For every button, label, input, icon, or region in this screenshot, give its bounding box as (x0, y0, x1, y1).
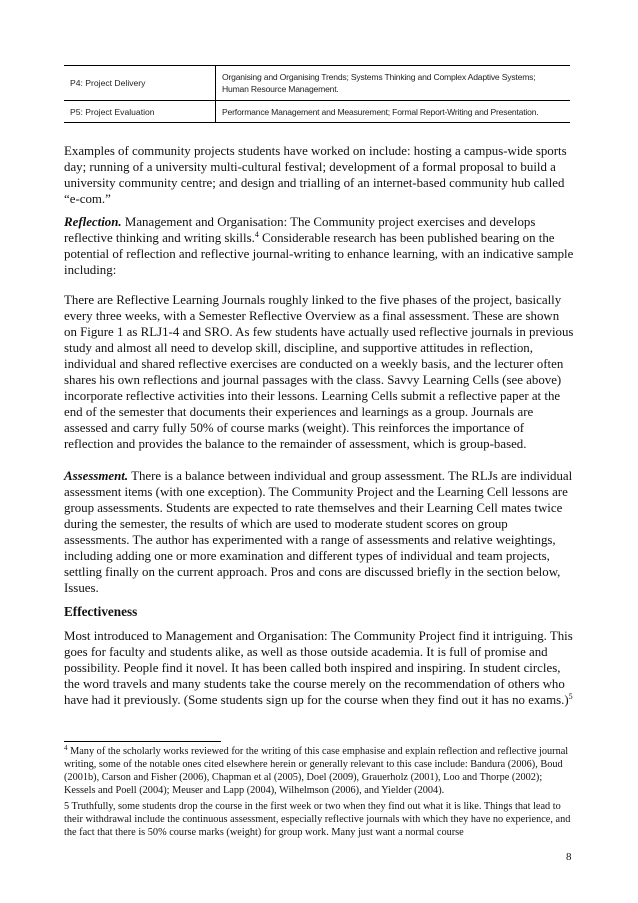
topics-cell: Performance Management and Measurement; Formal Report-Writing and Presentation. (216, 101, 571, 123)
page-number: 8 (566, 851, 572, 863)
phase-cell: P5: Project Evaluation (64, 101, 216, 123)
footnote-mark: 4 (64, 744, 68, 752)
footnotes (64, 745, 575, 842)
footnote-5 (64, 800, 575, 839)
footnote-mark: 5 (64, 801, 70, 812)
footnote-divider (64, 741, 221, 742)
paragraph-text (64, 468, 575, 596)
topics-cell: Organising and Organising Trends; Systems Thinking and Complex Adaptive Systems; Human Resource Management. (216, 66, 571, 101)
table-row (64, 66, 570, 101)
project-phases-table (64, 65, 570, 123)
footnote-ref-5[interactable]: 5 (568, 692, 573, 701)
footnote-4 (64, 745, 575, 797)
footnote-text: Many of the scholarly works reviewed for the writing of this case emphasise and explain reflection and reflective journal writing, some of the notable ones cited elsewhere herein or generally relevant to this case include: Bandura (2006), Boud (2001b), Carson and Fisher (2006), Chapman et al (2005), Doel (2009), Grauerholz (2001), Loo and Thorpe (2002); Kessels and Poell (2004); Meuser and Lapp (2004), Wilhelmson (2006), and Yielder (2004). (64, 746, 569, 796)
paragraph-text (64, 628, 575, 708)
assessment-text: There is a balance between individual and group assessment. The RLJs are individual assessment items (with one exception). The Community Project and the Learning Cell lessons are group assessments. Students are expected to rate themselves and their Learning Cell mates twice during the semester, the results of which are used to moderate student scores on group assessments. The author has experimented with a range of assessments and relative weightings, including adding one or more examination and different types of individual and team projects, settling finally on the current approach. Pros and cons are discussed briefly in the section below, Issues. (64, 469, 573, 595)
footnote-ref-4[interactable]: 4 (254, 230, 259, 239)
effectiveness-text: Most introduced to Management and Organisation: The Community Project find it intriguing. This goes for faculty and students alike, as well as those outside academia. It is full of promise and possibility. People find it novel. It has been called both inspired and inspiring. In student circles, the word travels and many students take the course merely on the recommendation of others who have had it previously. (Some students sign up for the course when they find out it has no exams.) (64, 629, 573, 707)
reflection-text-b: Considerable research has been published bearing on the potential of reflection and reflective journal-writing to enhance learning, with an indicative sample including: (64, 231, 574, 277)
paragraph-text: There are Reflective Learning Journals roughly linked to the five phases of the project, basically every three weeks, with a Semester Reflective Overview as a final assessment. These are shown on Figure 1 as RLJ1-4 and SRO. As few students have actually used reflective journals in previous study and almost all need to develop skill, discipline, and supportive attitudes in reflection, individual and shared reflective exercises are conducted on a weekly basis, and the lecturer often shares his own reflections and journal passages with the class. Savvy Learning Cells (see above) incorporate reflective activities into their lessons. Learning Cells submit a reflective paper at the end of the semester that documents their experiences and learnings as a group. Journals are assessed and carry fully 50% of course marks (weight). This reinforces the importance of reflection and provides the balance to the remainder of assessment, which is group-based. (64, 293, 574, 451)
paragraph-assessment (64, 468, 575, 596)
reflection-lead: Reflection. (64, 215, 122, 229)
table-row (64, 101, 570, 123)
footnote-text: Truthfully, some students drop the course in the first week or two when they find out what it is like. Things that lead to their withdrawal include the continuous assessment, especially reflective journals with which they have no experience, and the fact that there is 50% course marks (weight) for group work. Many just want a normal course (64, 801, 571, 838)
reflection-text-a: Management and Organisation: The Community project exercises and develops reflective thinking and writing skills. (64, 215, 536, 245)
paragraph-reflective-journals (64, 292, 575, 452)
paragraph-effectiveness (64, 628, 575, 708)
section-heading-effectiveness: Effectiveness (64, 604, 138, 619)
paragraph-text (64, 214, 575, 278)
paragraph-community-examples (64, 143, 575, 207)
phase-cell: P4: Project Delivery (64, 66, 216, 101)
paragraph-reflection (64, 214, 575, 278)
paragraph-text: Examples of community projects students have worked on include: hosting a campus-wide sports day; running of a university multi-cultural festival; development of a formal proposal to build a university community centre; and design and trialling of an internet-based community hub called “e-com.” (64, 144, 567, 206)
assessment-lead: Assessment. (64, 469, 129, 483)
